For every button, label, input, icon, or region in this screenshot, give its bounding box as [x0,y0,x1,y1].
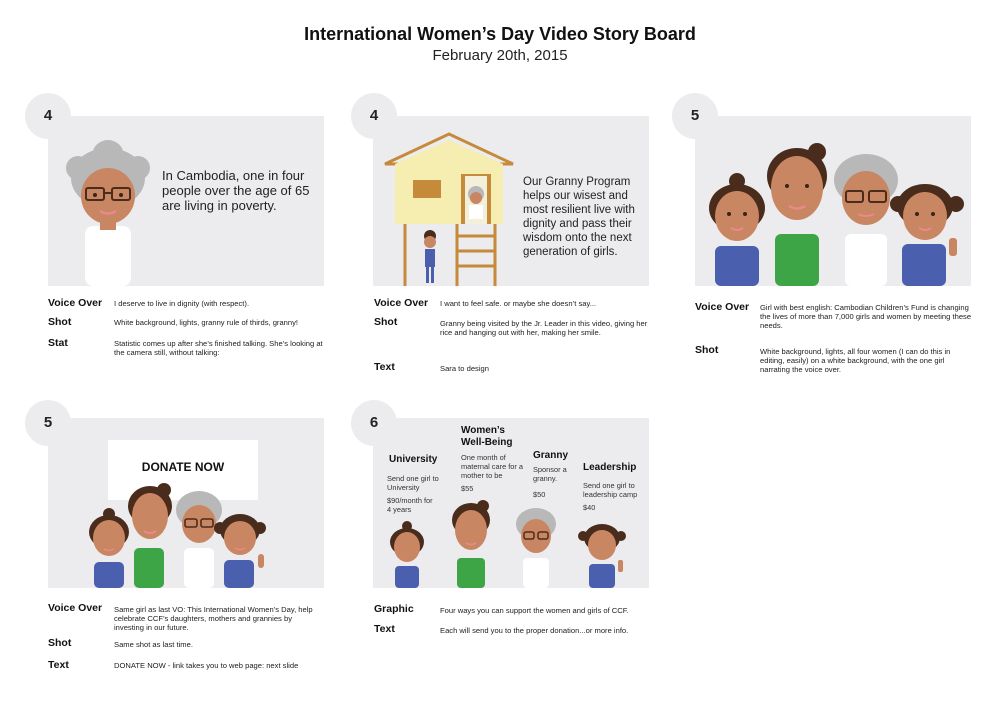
option-title: University [389,454,438,465]
panel-4-value-voice-over: Same girl as last VO: This International Women’s Day, help celebrate CCF’s daughters, mothers and grannies by investing in our future. [114,605,313,633]
panel-5-frame [373,418,649,588]
panel-2-value-text: Sara to design [440,364,489,373]
option-price: $50 [533,490,546,499]
statistic-text: In Cambodia, one in four people over the age of 65 are living in poverty. [162,168,310,213]
panel-1-number-badge: 4 [25,93,71,139]
four-women-illustration [695,116,971,286]
option-title: Women’s Well-Being [461,425,513,448]
granny-program-text: Our Granny Program helps our wisest and most resilient live with dignity and pass their wisdom onto the next generation of girls. [523,176,635,258]
option-desc: One month of maternal care for a mother to be [461,453,524,480]
panel-1-value-stat: Statistic comes up after she’s finished talking. She’s looking at the camera still, without talking: [114,339,323,358]
panel-3-label-voice-over: Voice Over [695,301,750,313]
option-desc: Send one girl to leadership camp [583,481,638,499]
four-figures-illustration [373,418,649,588]
panel-1-value-voice-over: I deserve to live in dignity (with respect). [114,299,250,308]
panel-4-label-shot: Shot [48,637,72,649]
panel-2-value-voice-over: I want to feel safe. or maybe she doesn’t say... [440,299,597,308]
panel-5-value-graphic: Four ways you can support the women and girls of CCF. [440,606,629,615]
panel-5-label-text: Text [374,623,395,635]
option-price: $40 [583,503,596,512]
panel-4-value-shot: Same shot as last time. [114,640,193,649]
panel-2-value-shot: Granny being visited by the Jr. Leader in this video, giving her rice and hanging out with her, making her smile. [440,319,648,338]
panel-3-frame [695,116,971,286]
panel-2-number-badge: 4 [351,93,397,139]
option-desc: Send one girl to University [387,474,439,492]
panel-2-label-voice-over: Voice Over [374,297,429,309]
panel-3-value-shot: White background, lights, all four women (I can do this in editing, easily) on a white background, with the one girl narrating the voice over. [760,347,951,375]
panel-4-label-voice-over: Voice Over [48,602,103,614]
panel-4-label-text: Text [48,659,69,671]
donate-now-button[interactable]: DONATE NOW [108,440,258,500]
four-women-small-illustration [48,418,324,588]
panel-4-frame [48,418,324,588]
panel-5-label-graphic: Graphic [374,603,414,615]
panel-1-value-shot: White background, lights, granny rule of thirds, granny! [114,318,299,327]
panel-2-label-shot: Shot [374,316,398,328]
panel-1-label-shot: Shot [48,316,72,328]
option-title: Leadership [583,462,637,473]
panel-3-value-voice-over: Girl with best english: Cambodian Children’s Fund is changing the lives of more than 7,000 girls and women by meeting these needs. [760,303,972,331]
panel-5-number-badge: 6 [351,400,397,446]
option-desc: Sponsor a granny. [533,465,567,483]
page-title: International Women’s Day Video Story Board [304,24,696,44]
panel-5-value-text: Each will send you to the proper donation...or more info. [440,626,629,635]
panel-1-label-stat: Stat [48,337,68,349]
option-price: $90/month for 4 years [387,496,433,514]
panel-1-frame [48,116,324,286]
panel-4-number-badge: 5 [25,400,71,446]
page-date: February 20th, 2015 [432,47,568,64]
panel-4-value-text: DONATE NOW - link takes you to web page: next slide [114,661,299,670]
panel-2-frame [373,116,649,286]
option-price: $55 [461,484,474,493]
option-title: Granny [533,450,569,461]
panel-3-label-shot: Shot [695,344,719,356]
panel-3-number-badge: 5 [672,93,718,139]
panel-2-label-text: Text [374,361,395,373]
panel-1-label-voice-over: Voice Over [48,297,103,309]
